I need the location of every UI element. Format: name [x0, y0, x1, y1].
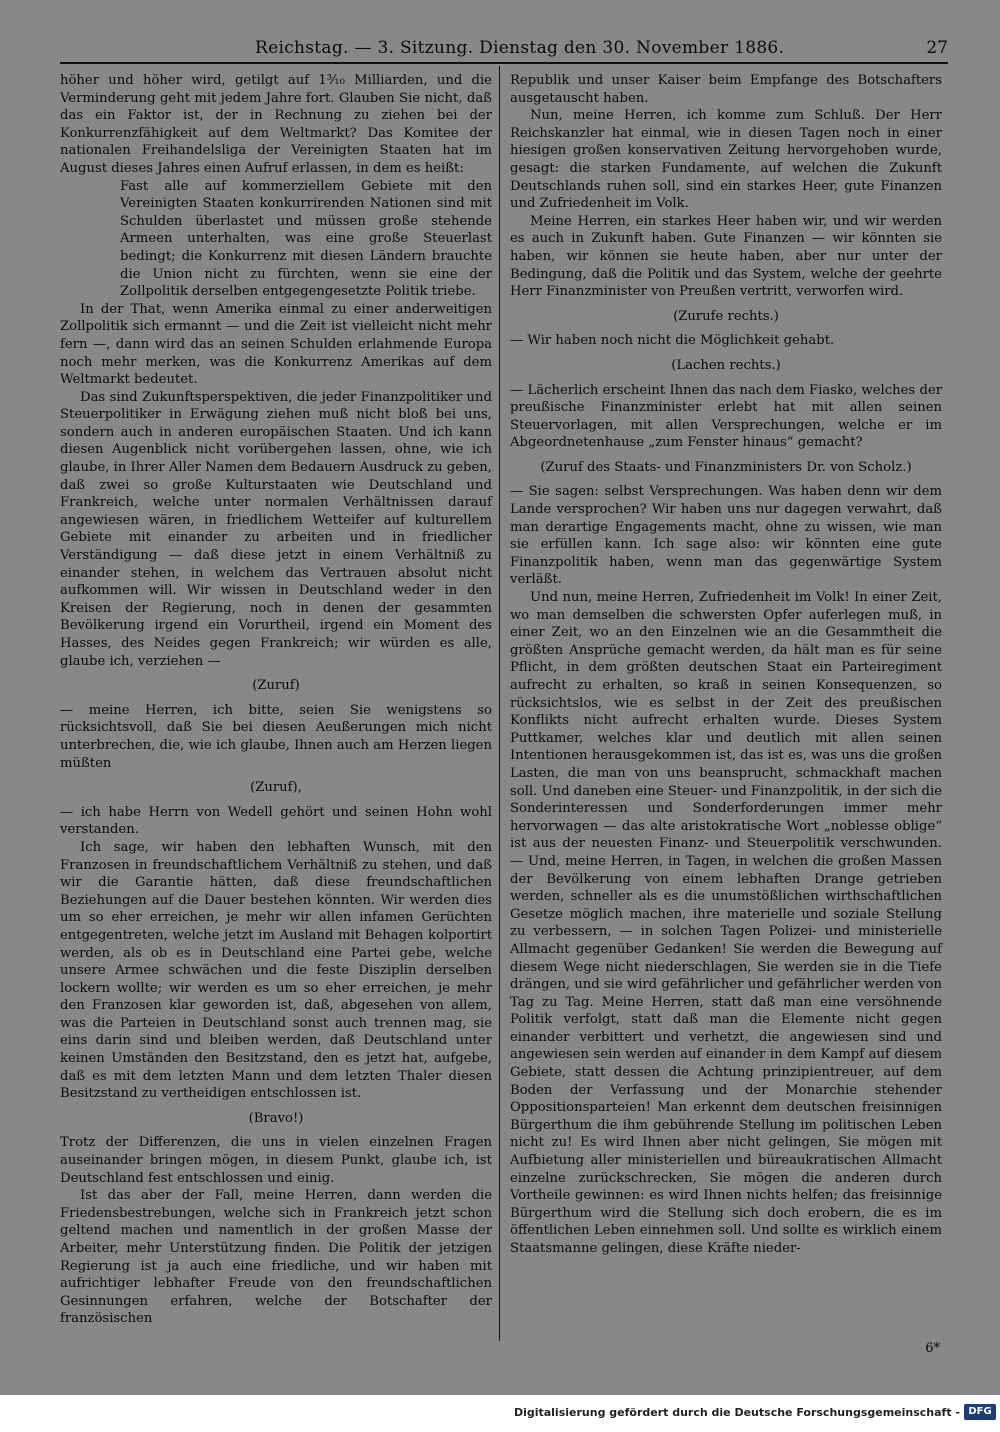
paragraph: höher und höher wird, getilgt auf 1³⁄₁₀ Milliarden, und die Verminderung geht mit jedem Jahre fort. Glauben Sie nicht, daß das ein Faktor ist, der in Rechnung zu ziehen bei der Konkurrenzfähigkeit auf dem Weltmarkt? Das Komitee der nationalen Freihandelsliga der Vereinigten Staaten hat im August dieses Jahres einen Aufruf erlassen, in dem es heißt: — [60, 73, 492, 176]
paragraph: Trotz der Differenzen, die uns in vielen einzelnen Fragen auseinander bringen mögen, in diesem Punkt, glaube ich, ist Deutschland fest entschlossen und einig. — [60, 1135, 492, 1186]
paragraph: Ich sage, wir haben den lebhaften Wunsch, mit den Franzosen in freundschaftlichem Verhältniß zu stehen, und daß wir die Garantie hätten, daß diese freundschaftlichen Beziehungen auf die Dauer bestehen könnten. Wir werden dies um so eher erreichen, je mehr wir allen infamen Gerüchten entgegentreten, welche jetzt im Ausland mit Behagen kolportirt werden, als ob es in Deutschland eine Partei gebe, welche unsere Armee schwächen und die feste Disziplin derselben lockern wollte; wir werden es um so eher erreichen, je mehr den Franzosen klar geworden ist, daß, abgesehen von allem, was die Parteien in Deutschland sonst auch trennen mag, sie eins darin sind und bleiben werden, daß Deutschland unter keinen Umständen den Besitzstand, den es jetzt hat, aufgebe, daß es mit dem letzten Mann und dem letzten Thaler diesen Besitzstand zu vertheidigen entschlossen ist. — [60, 839, 492, 1102]
left-column — [60, 72, 492, 1328]
paragraph: Republik und unser Kaiser beim Empfange des Botschafters ausgetauscht haben. — [510, 73, 942, 106]
interjection: (Bravo!) — [248, 1110, 304, 1126]
interjection: (Lachen rechts.) — [671, 357, 781, 373]
paragraph: Nun, meine Herren, ich komme zum Schluß. Der Herr Reichskanzler hat einmal, wie in diesen Tagen noch in einer hiesigen großen konservativen Zeitung hervorgehoben wurde, gesagt: die starken Fundamente, auf welchen die Zukunft Deutschlands ruhen soll, sind ein starkes Heer, gute Finanzen und Zufriedenheit im Volk. — [510, 108, 942, 212]
column-divider — [499, 66, 500, 1341]
footer-credit: Digitalisierung gefördert durch die Deutsche Forschungsgemeinschaft - — [513, 1406, 960, 1419]
signature-mark: 6* — [925, 1341, 940, 1356]
paragraph: — ich habe Herrn von Wedell gehört und seinen Hohn wohl verstanden. — [60, 804, 492, 838]
interjection: (Zuruf), — [250, 780, 302, 796]
page-header — [60, 32, 948, 64]
page-number: 27 — [926, 38, 948, 58]
dfg-logo: DFG — [964, 1404, 996, 1420]
right-column — [510, 72, 942, 1258]
paragraph: In der That, wenn Amerika einmal zu einer anderweitigen Zollpolitik sich ermannt — und die Zeit ist vielleicht nicht mehr fern —, dann wird das an seinen Schulden erlahmende Europa noch mehr merken, was die Konkurrenz Amerikas auf dem Weltmarkt bedeutet. — [60, 301, 492, 388]
interjection: (Zuruf) — [252, 678, 300, 694]
paragraph: — Lächerlich erscheint Ihnen das nach dem Fiasko, welches der preußische Finanzminister erlebt hat mit allen seinen Steuervorlagen, mit allen Versprechungen, welche er im Abgeordnetenhause „zum Fenster hinaus“ gemacht? — [510, 382, 942, 451]
paragraph: Und nun, meine Herren, Zufriedenheit im Volk! In einer Zeit, wo man demselben die schwersten Opfer auferlegen muß, in einer Zeit, wo an den Einzelnen wie an die Gesammtheit die größten Ansprüche gemacht werden, da hält man es für seine Pflicht, in dem größten deutschen Staat ein Parteiregiment aufrecht zu erhalten, so kraß in seinen Konsequenzen, so rücksichtslos, wie es selbst in der Zeit des preußischen Konflikts nicht aufrecht erhalten wurde. Dieses System Puttkamer, welches klar und deutlich mit allen seinen Intentionen herausgekommen ist, das ist es, was uns die großen Lasten, die man von uns beansprucht, schmackhaft machen soll. Und daneben eine Steuer- und Finanzpolitik, in der sich die Sonderinteressen und Sonderforderungen immer mehr hervorwagen — das alte aristokratische Wort „noblesse oblige“ ist aus der neuesten Finanz- und Steuerpolitik verschwunden. — Und, meine Herren, in Tagen, in welchen die großen Massen der Bevölkerung von einem lebhaften Drange getrieben werden, schneller als es die unumstößlichen wirthschaftlichen Gesetze möglich machen, ihre materielle und soziale Stellung zu verbessern, — in solchen Tagen Polizei- und ministerielle Allmacht gegenüber Gedanken! Sie werden die Bewegung auf diesem Wege nicht niederschlagen, Sie werden sie in die Tiefe drängen, und sie wird gefährlicher und gefährlicher werden von Tag zu Tag. Meine Herren, statt daß man eine versöhnende Politik verfolgt, statt daß man die Elemente nicht gegen einander verbittert und verhetzt, die angewiesen sind und angewiesen sein werden auf einander in dem Kampf auf diesem Gebiete, statt dessen die Achtung prinzipientreuer, auf dem Boden der Verfassung und der Monarchie stehender Oppositionsparteien! Man erkennt dem deutschen freisinnigen Bürgerthum die ihm gebührende Stellung im politischen Leben nicht zu! Es wird Ihnen aber nicht gelingen, Sie mögen mit Aufbietung aller ministeriellen und büreaukratischen Allmacht einzelne zurückschrecken, Sie mögen die anderen durch Vortheile gewinnen: es wird Ihnen nichts helfen; das freisinnige Bürgerthum wird die Stellung sich doch erobern, die es im öffentlichen Leben einnehmen soll. Und sollte es wirklich einem Staatsmanne gelingen, diese Kräfte nieder- — [510, 590, 942, 1256]
paragraph: Ist das aber der Fall, meine Herren, dann werden die Friedensbestrebungen, welche sich in Frankreich jetzt schon geltend machen und namentlich in der großen Masse der Arbeiter, mehr Unterstützung finden. Die Politik der jetzigen Regierung ist ja auch eine friedliche, und wir haben mit aufrichtiger lebhafter Freude von den freundschaftlichen Gesinnungen erfahren, welche der Botschafter der französischen — [60, 1188, 492, 1327]
quotation: Fast alle auf kommerziellem Gebiete mit den Vereinigten Staaten konkurrirenden Nationen sind mit Schulden überlastet und müssen große stehende Armeen unterhalten, was eine große Steuerlast bedingt; die Konkurrenz mit diesen Ländern brauchte die Union nicht zu fürchten, wenn sie eine der Zollpolitik derselben entgegengesetzte Politik triebe. — [120, 178, 492, 300]
interjection: (Zuruf des Staats- und Finanzministers Dr. von Scholz.) — [540, 459, 912, 475]
paragraph: Meine Herren, ein starkes Heer haben wir, und wir werden es auch in Zukunft haben. Gute Finanzen — wir könnten sie haben, wir können sie heute haben, aber nur unter der Bedingung, daß die Politik und das System, welche der geehrte Herr Finanzminister von Preußen vertritt, verworfen wird. — [510, 213, 942, 300]
paragraph: — meine Herren, ich bitte, seien Sie wenigstens so rücksichtsvoll, daß Sie bei diesen Aeußerungen mich nicht unterbrechen, die, wie ich glaube, Ihnen auch am Herzen liegen müßten — [60, 702, 492, 771]
header-title: Reichstag. — 3. Sitzung. Dienstag den 30. November 1886. — [255, 38, 785, 58]
paragraph: Das sind Zukunftsperspektiven, die jeder Finanzpolitiker und Steuerpolitiker in Erwägung ziehen muß nicht bloß bei uns, sondern auch in anderen europäischen Staaten. Und ich kann diesen Augenblick nicht vorübergehen lassen, ohne, wie ich glaube, in Ihrer Aller Namen dem Bedauern Ausdruck zu geben, daß zwei so große Kulturstaaten wie Deutschland und Frankreich, welche unter normalen Verhältnissen darauf angewiesen wären, in friedlichem Wetteifer auf kulturellem Gebiete mit einander zu arbeiten und in friedlicher Verständigung — daß diese jetzt in einem Verhältniß zu einander stehen, in welchem das Vertrauen absolut nicht aufkommen will. Wir wissen in Deutschland weder in den Kreisen der Regierung, noch in denen der gesammten Bevölkerung irgend ein Vorurtheil, irgend ein Moment des Hasses, des Neides gegen Frankreich; wir würden es alle, glaube ich, verziehen — — [60, 389, 492, 669]
paragraph: — Sie sagen: selbst Versprechungen. Was haben denn wir dem Lande versprochen? Wir haben uns nur dagegen verwahrt, daß man derartige Engagements macht, ohne zu wissen, wie man sie erfüllen kann. Ich sage also: wir könnten eine gute Finanzpolitik haben, wenn man das gegenwärtige System verläßt. — [510, 484, 942, 588]
interjection: (Zurufe rechts.) — [673, 308, 779, 324]
paragraph: — Wir haben noch nicht die Möglichkeit gehabt. — [510, 333, 835, 349]
footer-bar — [0, 1395, 1000, 1432]
